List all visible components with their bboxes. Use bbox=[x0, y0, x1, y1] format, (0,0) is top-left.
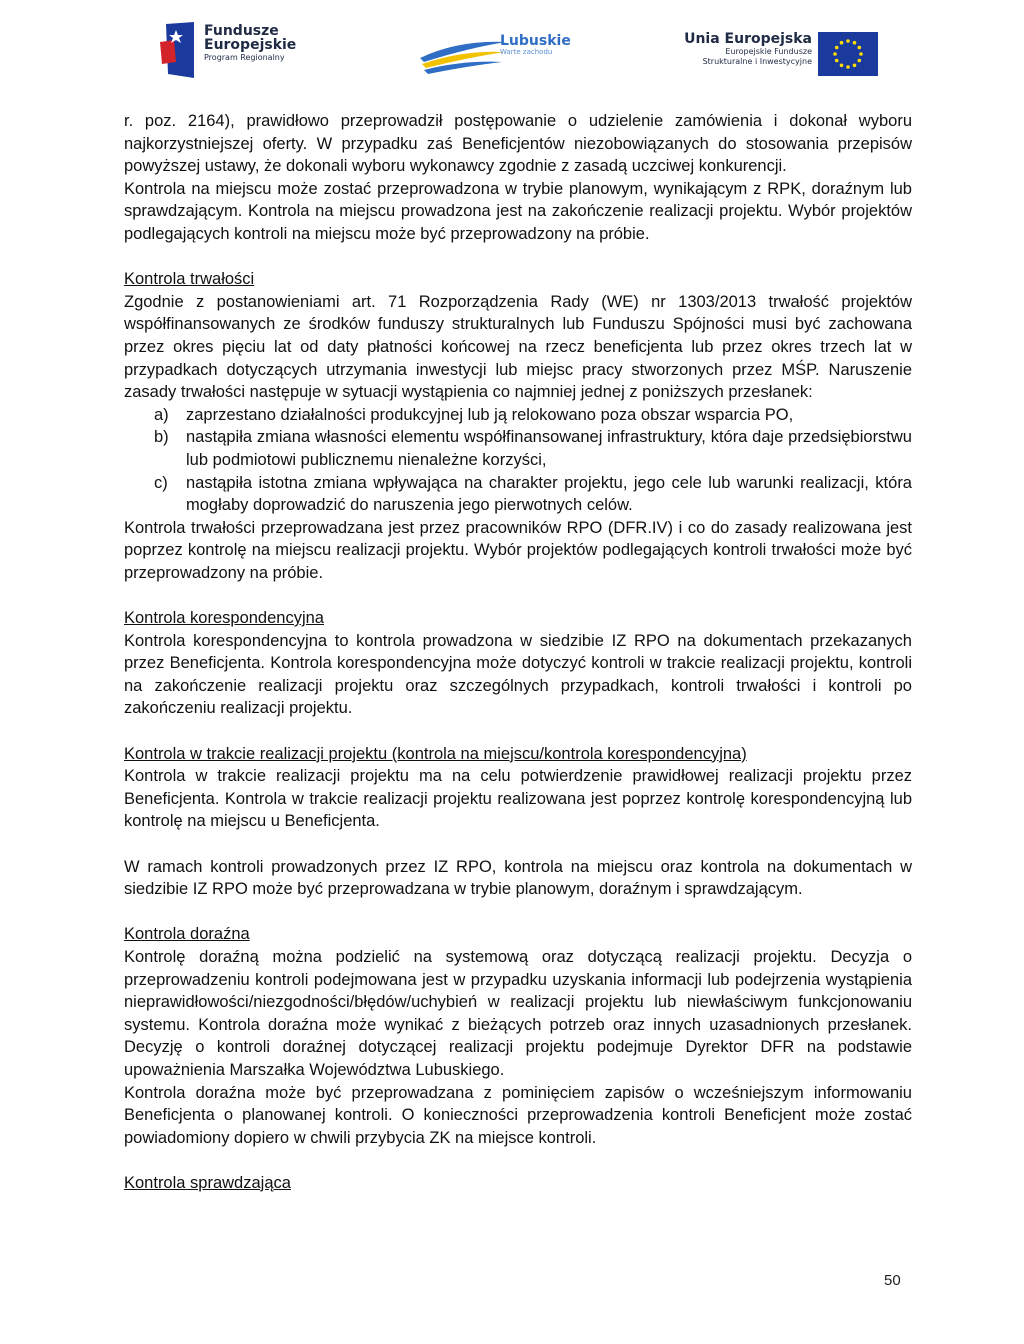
trwalosc-conditions-list bbox=[124, 404, 912, 517]
ue-logo-line2: Europejskie Fundusze bbox=[725, 47, 812, 56]
page-number: 50 bbox=[884, 1272, 901, 1289]
lubuskie-logo bbox=[418, 28, 588, 78]
trwalosc-paragraph-2: Kontrola trwałości przeprowadzana jest przez pracowników RPO (DFR.IV) i co do zasady realizowana jest poprzez kontrolę na miejscu realizacji projektu. Wybór projektów podlegających kontroli trwałości może być przeprowadzony na próbie. bbox=[124, 518, 912, 582]
list-item bbox=[124, 472, 912, 517]
fe-logo-line2: Europejskie bbox=[204, 37, 297, 53]
ue-logo-line1: Unia Europejska bbox=[684, 31, 812, 47]
list-item-text: nastąpiła istotna zmiana wpływająca na charakter projektu, jego cele lub warunki realizacji, która mogłaby doprowadzić do naruszenia jego pierwotnych celów. bbox=[186, 473, 912, 515]
fe-flag-icon bbox=[160, 22, 196, 78]
intro-paragraph-1: r. poz. 2164), prawidłowo przeprowadził postępowanie o udzielenie zamówienia i dokonał wyboru najkorzystniejszej oferty. W przypadku zaś Beneficjentów niezobowiązanych do stosowania przepisów powyższej ustawy, że dokonali wyboru wykonawcy zgodnie z zasadą uczciwej konkurencji. bbox=[124, 112, 912, 176]
lubuskie-name: Lubuskie bbox=[500, 33, 571, 49]
list-item-text: zaprzestano działalności produkcyjnej lub ją relokowano poza obszar wsparcia PO, bbox=[186, 405, 794, 424]
list-item bbox=[124, 404, 912, 427]
trwalosc-paragraph-1: Zgodnie z postanowieniami art. 71 Rozporządzenia Rady (WE) nr 1303/2013 trwałość projektów współfinansowanych ze środków funduszy strukturalnych lub Funduszu Spójności musi być zachowana przez okres pięciu lat od daty płatności końcowej na rzecz beneficjenta lub przez okres trzech lat w przypadkach dotyczących utrzymania inwestycji lub miejsc pracy stworzonych przez MŚP. Naruszenie zasady trwałości następuje w sytuacji wystąpienia co najmniej jednej z poniższych przesłanek: bbox=[124, 292, 912, 402]
heading-kontrola-trwalosci: Kontrola trwałości bbox=[124, 270, 255, 289]
heading-kontrola-sprawdzajaca: Kontrola sprawdzająca bbox=[124, 1173, 291, 1192]
w-trakcie-paragraph-2: W ramach kontroli prowadzonych przez IZ RPO, kontrola na miejscu oraz kontrola na dokumentach w siedzibie IZ RPO może być przeprowadzana w trybie planowym, doraźnym i sprawdzającym. bbox=[124, 857, 912, 899]
fundusze-europejskie-logo bbox=[160, 20, 320, 82]
heading-kontrola-dorazna: Kontrola doraźna bbox=[124, 925, 250, 944]
page-header bbox=[0, 18, 1024, 88]
fe-logo-line1: Fundusze bbox=[204, 23, 279, 39]
heading-kontrola-w-trakcie: Kontrola w trakcie realizacji projektu (kontrola na miejscu/kontrola korespondencyjna) bbox=[124, 744, 747, 763]
list-marker: b) bbox=[154, 428, 169, 447]
korespondencyjna-paragraph-1: Kontrola korespondencyjna to kontrola prowadzona w siedzibie IZ RPO na dokumentach przekazanych przez Beneficjenta. Kontrola korespondencyjna może dotyczyć kontroli w trakcie realizacji projektu, kontroli na zakończenie realizacji projektu oraz szczególnych przypadkach, kontroli trwałości i kontroli po zakończeniu realizacji projektu. bbox=[124, 631, 912, 718]
list-marker: a) bbox=[154, 405, 169, 424]
dorazna-paragraph-2: Kontrola doraźna może być przeprowadzana z pominięciem zapisów o wcześniejszym informowaniu Beneficjenta o planowanej kontroli. O konieczności przeprowadzenia kontroli Beneficjent może zostać powiadomiony dopiero w chwili przybycia ZK na miejsce kontroli. bbox=[124, 1083, 912, 1147]
unia-europejska-logo bbox=[660, 32, 884, 82]
lubuskie-tagline: Warte zachodu bbox=[500, 48, 553, 56]
list-marker: c) bbox=[154, 473, 168, 492]
heading-kontrola-korespondencyjna: Kontrola korespondencyjna bbox=[124, 609, 324, 628]
w-trakcie-paragraph-1: Kontrola w trakcie realizacji projektu ma na celu potwierdzenie prawidłowej realizacji projektu przez Beneficjenta. Kontrola w trakcie realizacji projektu realizowana jest poprzez kontrolę korespondencyjną lub kontrolę na miejscu u Beneficjenta. bbox=[124, 767, 912, 831]
list-item bbox=[124, 426, 912, 471]
lubuskie-swoosh-icon bbox=[418, 28, 508, 78]
dorazna-paragraph-1: Kontrolę doraźną można podzielić na systemową oraz dotyczącą realizacji projektu. Decyzja o przeprowadzeniu kontroli podejmowana jest w przypadku uzyskania informacji lub podejrzenia wystąpienia nieprawidłowości/niezgodności/błędów/uchybień w realizacji projektu lub niewłaściwym funkcjonowaniu systemu. Kontrola doraźna może wynikać z bieżących potrzeb oraz innych uzasadnionych przesłanek. Decyzję o kontroli doraźnej dotyczącej realizacji projektu podejmuje Dyrektor DFR na podstawie upoważnienia Marszałka Województwa Lubuskiego. bbox=[124, 947, 912, 1079]
document-body bbox=[124, 110, 912, 1195]
list-item-text: nastąpiła zmiana własności elementu współfinansowanej infrastruktury, która daje przedsiębiorstwu lub podmiotowi publicznemu nienależne korzyści, bbox=[186, 428, 912, 469]
eu-flag-icon bbox=[818, 32, 878, 76]
fe-logo-line3: Program Regionalny bbox=[204, 53, 285, 62]
intro-paragraph-2: Kontrola na miejscu może zostać przeprowadzona w trybie planowym, wynikającym z RPK, doraźnym lub sprawdzającym. Kontrola na miejscu prowadzona jest na zakończenie realizacji projektu. Wybór projektów podlegających kontroli na miejscu może być przeprowadzony na próbie. bbox=[124, 179, 912, 243]
ue-logo-line3: Strukturalne i Inwestycyjne bbox=[702, 57, 812, 66]
